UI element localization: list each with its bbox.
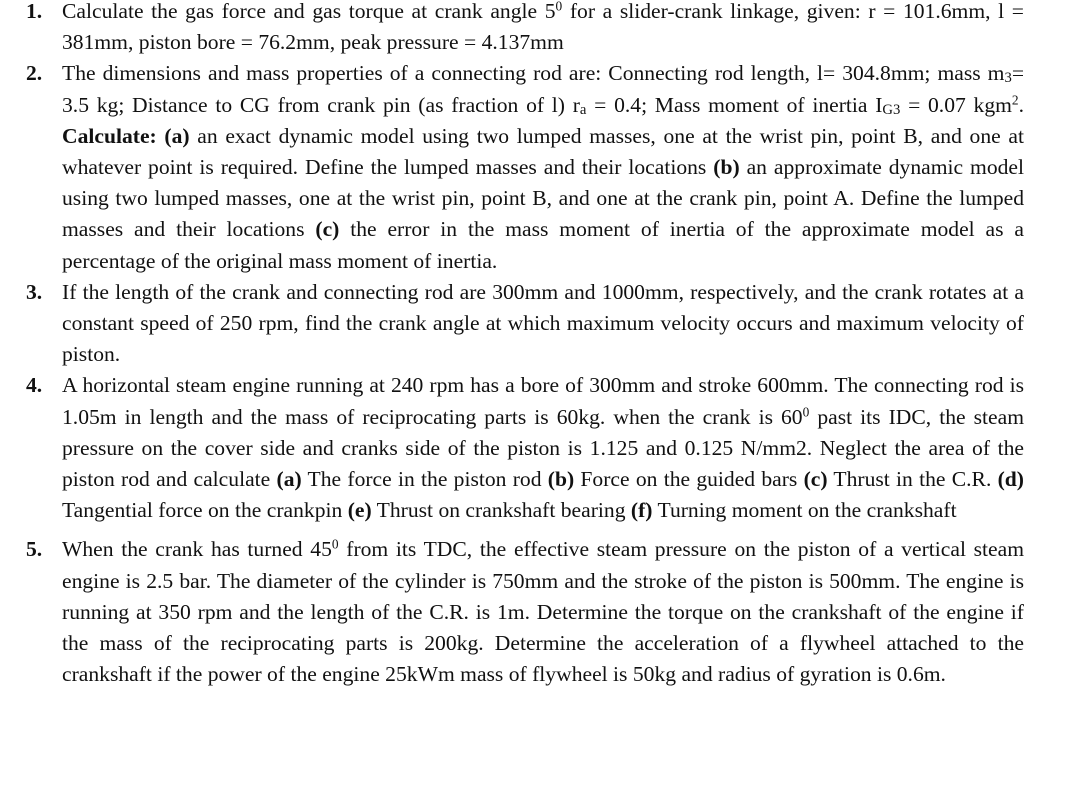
- question-text: When the crank has turned $45^0$ from its TDC, the effective steam pressure on the piston of a vertical steam engine is 2.5 bar. The diameter of the cylinder is 750mm and the stroke of the piston is 500mm. The engine is running at 350 rpm and the length of the C.R. is 1m. Determine the torque on the crankshaft of the engine if the mass of the reciprocating parts is 200kg. Determine the acceleration of a flywheel attached to the crankshaft if the power of the engine 25kWm mass of flywheel is 50kg and radius of gyration is 0.6m.: [62, 537, 1025, 687]
- question-number: 1.: [26, 0, 43, 23]
- question-5: [24, 534, 1024, 690]
- question-3: [24, 277, 1024, 371]
- question-text: A horizontal steam engine running at 240 rpm has a bore of 300mm and stroke 600mm. The connecting rod is 1.05m in length and the mass of reciprocating parts is 60kg. when the crank is $60^0$ past its IDC, the steam pressure on the cover side and cranks side of the piston is 1.125 and 0.125 N/mm2. Neglect the area of the piston rod and calculate (a) The force in the piston rod (b) Force on the guided bars (c) Thrust in the C.R. (d) Tangential force on the crankpin (e) Thrust on crankshaft bearing (f) Turning moment on the crankshaft: [62, 373, 1025, 523]
- question-1: [24, 0, 1024, 58]
- question-number: 2.: [26, 61, 43, 86]
- question-list: [24, 0, 1024, 690]
- question-number: 3.: [26, 279, 43, 304]
- question-number: 5.: [26, 537, 43, 562]
- question-text: The dimensions and mass properties of a connecting rod are: Connecting rod length, l= 304.8mm; mass $m_3= 3.5$ kg; Distance to CG from crank pin (as fraction of l) $r_a = 0.4$; Mass moment of inertia $I_{G3} = 0.07$ kgm$^2$. Calculate: (a) an exact dynamic model using two lumped masses, one at the wrist pin, point B, and one at whatever point is required. Define the lumped masses and their locations (b) an approximate dynamic model using two lumped masses, one at the wrist pin, point B, and one at the crank pin, point A. Define the lumped masses and their locations (c) the error in the mass moment of inertia of the approximate model as a percentage of the original mass moment of inertia.: [62, 61, 1025, 273]
- question-text: Calculate the gas force and gas torque at crank angle $5^0$ for a slider-crank linkage, given: r = 101.6mm, l = 381mm, piston bore = 76.2mm, peak pressure = 4.137mm: [62, 0, 1024, 55]
- question-number: 4.: [26, 373, 43, 398]
- question-2: [24, 58, 1024, 276]
- question-4: [24, 370, 1024, 526]
- question-text: If the length of the crank and connecting rod are 300mm and 1000mm, respectively, and the crank rotates at a constant speed of 250 rpm, find the crank angle at which maximum velocity occurs and maximum velocity of piston.: [62, 279, 1024, 367]
